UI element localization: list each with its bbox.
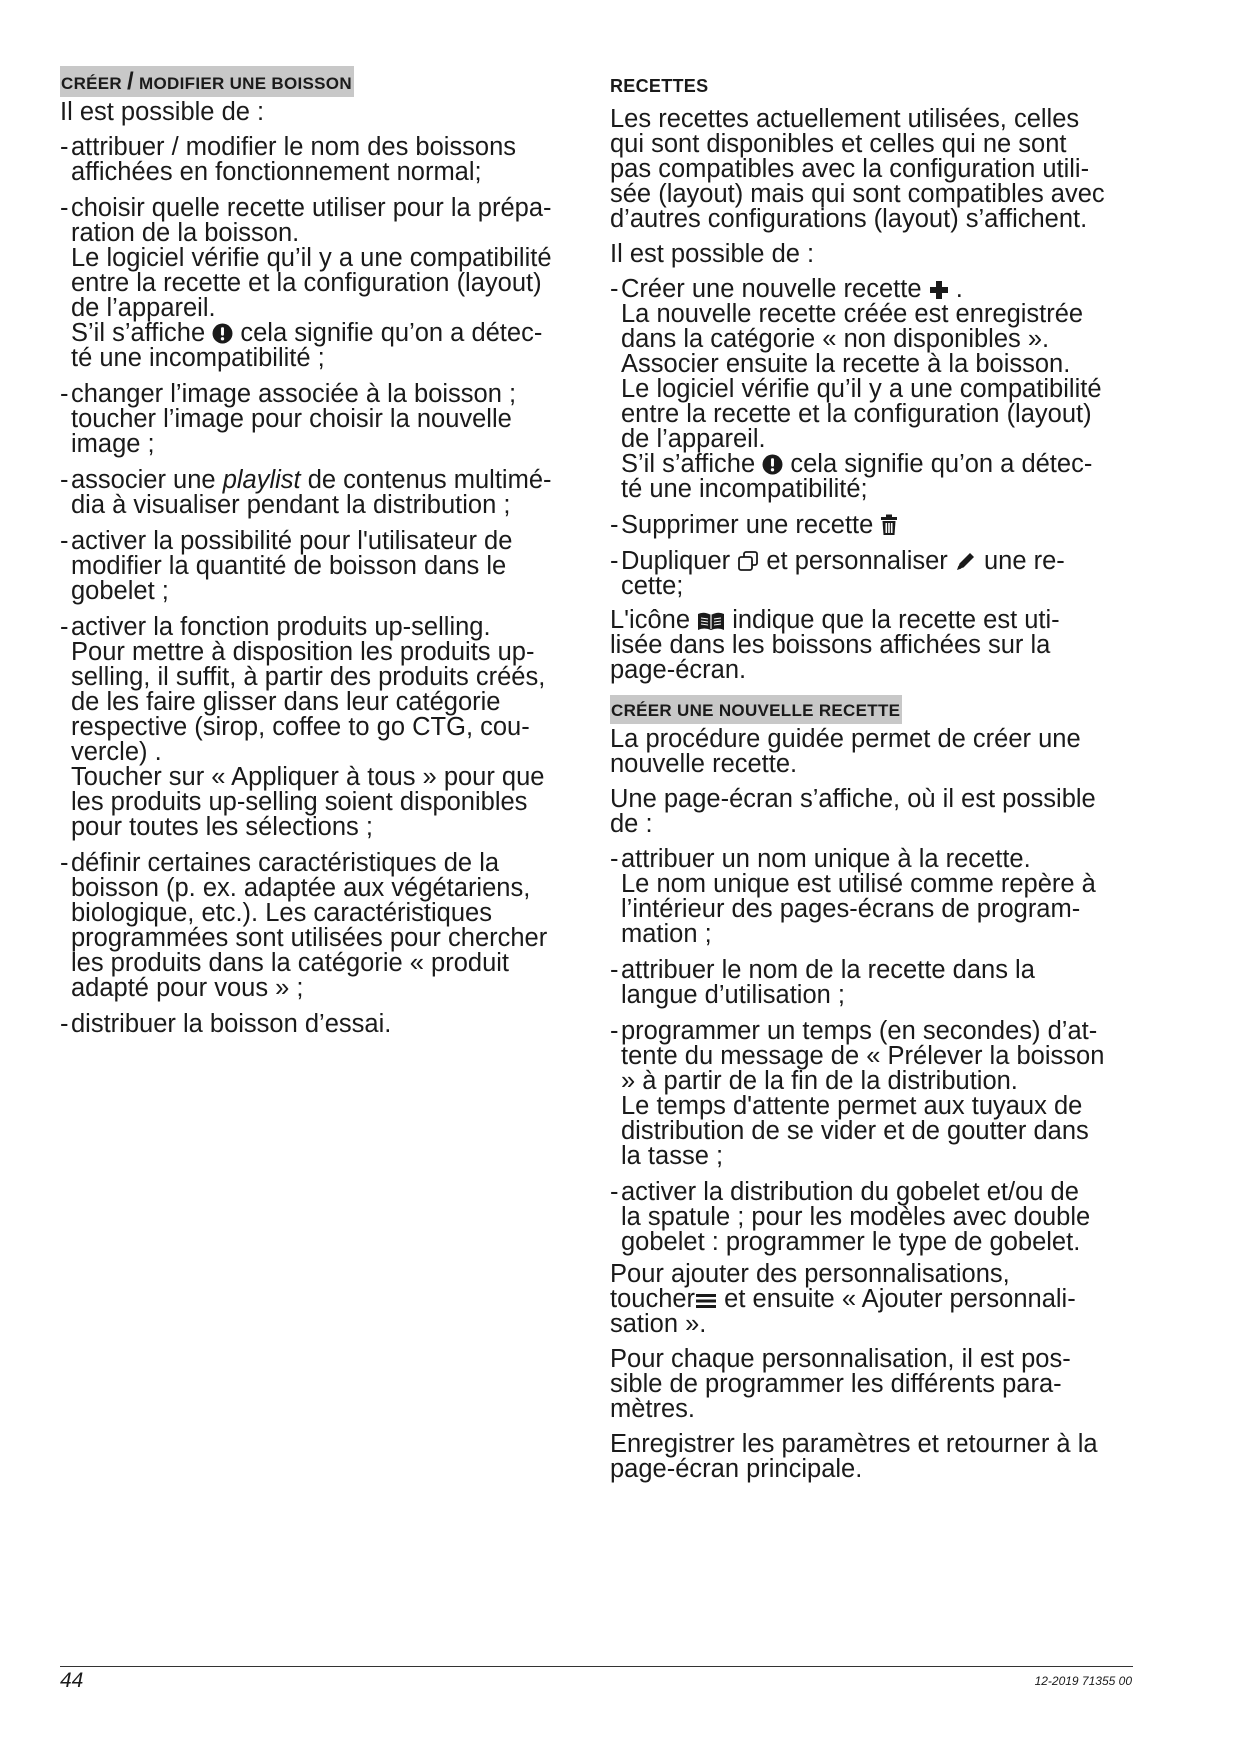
text-line: nouvelle recette. bbox=[610, 750, 798, 778]
text-line: té une incompatibilité; bbox=[621, 475, 868, 503]
text-line: tente du message de « Prélever la boisson bbox=[621, 1042, 1105, 1070]
text-line: Le logiciel vérifie qu’il y a une compatibilité bbox=[621, 375, 1102, 403]
text-line: affichées en fonctionnement normal; bbox=[71, 158, 482, 186]
text-line: l’intérieur des pages-écrans de program- bbox=[621, 895, 1081, 923]
text-line: choisir quelle recette utiliser pour la prépa- bbox=[71, 194, 552, 222]
text-line: selling, il suffit, à partir des produits créés, bbox=[71, 663, 546, 691]
text-line: lisée dans les boissons affichées sur la bbox=[610, 631, 1051, 659]
list-item: - distribuer la boisson d’essai. bbox=[60, 1012, 580, 1037]
text-span: toucher bbox=[610, 1285, 696, 1313]
pencil-icon bbox=[955, 550, 977, 572]
exclamation-circle-icon bbox=[212, 323, 233, 344]
text-line: activer la fonction produits up-selling. bbox=[71, 613, 491, 641]
text-line: activer la distribution du gobelet et/ou de bbox=[621, 1178, 1079, 1206]
duplicate-icon bbox=[737, 550, 759, 572]
recipes-paragraph bbox=[610, 107, 1140, 232]
heading-part: MODIFIER UNE BOISSON bbox=[139, 74, 352, 93]
text-line: activer la possibilité pour l'utilisateur de bbox=[71, 527, 513, 555]
text-line: qui sont disponibles et celles qui ne sont bbox=[610, 130, 1067, 158]
text-line: Une page-écran s’affiche, où il est possible bbox=[610, 785, 1096, 813]
new-recipe-steps-list bbox=[610, 847, 1140, 1255]
list-item: - activer la distribution du gobelet et/ou de la spatule ; pour les modèles avec double gobelet : programmer le type de gobelet. bbox=[610, 1180, 1140, 1255]
text-span: L'icône bbox=[610, 606, 691, 634]
parameters-paragraph bbox=[610, 1347, 1140, 1422]
text-line: pour toutes les sélections ; bbox=[71, 813, 373, 841]
save-paragraph bbox=[610, 1432, 1140, 1482]
text-line: boisson (p. ex. adaptée aux végétariens, bbox=[71, 874, 531, 902]
right-column bbox=[610, 66, 1140, 1492]
text-line bbox=[71, 321, 580, 346]
text-line: cette; bbox=[621, 572, 684, 600]
text-line: dia à visualiser pendant la distribution ; bbox=[71, 491, 511, 519]
left-column bbox=[60, 66, 580, 1048]
text-line: de : bbox=[610, 810, 653, 838]
customization-paragraph bbox=[610, 1262, 1140, 1337]
text-line: Associer ensuite la recette à la boisson. bbox=[621, 350, 1071, 378]
heading-part: CRÉER bbox=[61, 74, 123, 93]
text-line: dans la catégorie « non disponibles ». bbox=[621, 325, 1050, 353]
text-line: Toucher sur « Appliquer à tous » pour que bbox=[71, 763, 545, 791]
text-line: » à partir de la fin de la distribution. bbox=[621, 1067, 1018, 1095]
list-item: - Créer une nouvelle recette . La nouvelle recette créée est enregistrée dans la catégorie « non disponibles ». Associer ensuite la recette à la boisson. Le logiciel vérifie qu’il y a une compatibilité entre la recette et la configuration (layout) de l’appareil. S’il s’affiche cela signifie qu’on a détec- té une incompatibilité; bbox=[610, 277, 1140, 502]
text-line: de l’appareil. bbox=[71, 294, 216, 322]
text-span: . bbox=[955, 275, 963, 303]
text-line: attribuer un nom unique à la recette. bbox=[621, 845, 1031, 873]
text-line bbox=[610, 1287, 1140, 1312]
intro-text: Il est possible de : bbox=[60, 98, 265, 126]
text-line: langue d’utilisation ; bbox=[621, 981, 845, 1009]
text-span: Supprimer une recette bbox=[621, 511, 874, 539]
text-line: changer l’image associée à la boisson ; bbox=[71, 380, 517, 408]
text-line: image ; bbox=[71, 430, 155, 458]
section-heading-new-recipe: CRÉER UNE NOUVELLE RECETTE bbox=[610, 695, 902, 724]
list-item: - attribuer / modifier le nom des boissons affichées en fonctionnement normal; bbox=[60, 135, 580, 185]
text-line: page-écran. bbox=[610, 656, 747, 684]
text-span: de contenus multimé- bbox=[307, 466, 552, 494]
page-number: 44 bbox=[60, 1669, 84, 1692]
text-line: Le nom unique est utilisé comme repère à bbox=[621, 870, 1096, 898]
text-line bbox=[621, 452, 1140, 477]
text-line: la spatule ; pour les modèles avec double bbox=[621, 1203, 1091, 1231]
text-line: attribuer / modifier le nom des boissons bbox=[71, 133, 517, 161]
text-line: gobelet ; bbox=[71, 577, 169, 605]
text-line bbox=[621, 549, 1140, 574]
text-emphasis: playlist bbox=[222, 466, 301, 494]
section-heading-recipes: RECETTES bbox=[610, 76, 709, 96]
text-line: respective (sirop, coffee to go CTG, cou- bbox=[71, 713, 530, 741]
text-line bbox=[610, 608, 1140, 633]
text-line: sation ». bbox=[610, 1310, 707, 1338]
text-line: définir certaines caractéristiques de la bbox=[71, 849, 500, 877]
text-span: cela signifie qu’on a détec- bbox=[240, 319, 543, 347]
text-line: Pour mettre à disposition les produits up- bbox=[71, 638, 535, 666]
text-line: sible de programmer les différents para- bbox=[610, 1370, 1062, 1398]
text-line: de l’appareil. bbox=[621, 425, 766, 453]
text-span: une re- bbox=[983, 547, 1065, 575]
list-item: - Dupliquer et personnaliser une re- cette; bbox=[610, 549, 1140, 599]
list-item: - choisir quelle recette utiliser pour la prépa- ration de la boisson. Le logiciel vérifie qu’il y a une compatibilité entre la recette et la configuration (layout) de l’appareil. S’il s’affiche cela signifie qu’on a détec- té une incompatibilité ; bbox=[60, 196, 580, 371]
book-icon bbox=[697, 611, 725, 631]
text-line: distribuer la boisson d’essai. bbox=[71, 1010, 392, 1038]
text-line: vercle) . bbox=[71, 738, 162, 766]
book-icon-paragraph bbox=[610, 608, 1140, 683]
text-span: S’il s’affiche bbox=[621, 450, 756, 478]
list-item: - programmer un temps (en secondes) d’at- tente du message de « Prélever la boisson » à partir de la fin de la distribution. Le temps d'attente permet aux tuyaux de distribution de se vider et de goutter dans la tasse ; bbox=[610, 1019, 1140, 1169]
text-line: d’autres configurations (layout) s’affichent. bbox=[610, 205, 1088, 233]
text-line: les produits up-selling soient disponibles bbox=[71, 788, 528, 816]
text-line: de les faire glisser dans leur catégorie bbox=[71, 688, 501, 716]
text-line: toucher l’image pour choisir la nouvelle bbox=[71, 405, 512, 433]
options-list bbox=[60, 135, 580, 1037]
list-item: - changer l’image associée à la boisson ; toucher l’image pour choisir la nouvelle image ; bbox=[60, 382, 580, 457]
text-line: programmer un temps (en secondes) d’at- bbox=[621, 1017, 1098, 1045]
text-span: cela signifie qu’on a détec- bbox=[790, 450, 1093, 478]
text-line: attribuer le nom de la recette dans la bbox=[621, 956, 1035, 984]
text-line: page-écran principale. bbox=[610, 1455, 863, 1483]
text-line: Enregistrer les paramètres et retourner à la bbox=[610, 1430, 1098, 1458]
text-line: mètres. bbox=[610, 1395, 696, 1423]
footer-divider bbox=[60, 1666, 1133, 1667]
text-line: sée (layout) mais qui sont compatibles avec bbox=[610, 180, 1105, 208]
list-item: - activer la possibilité pour l'utilisateur de modifier la quantité de boisson dans le gobelet ; bbox=[60, 529, 580, 604]
text-line bbox=[71, 468, 580, 493]
text-line: programmées sont utilisées pour chercher bbox=[71, 924, 548, 952]
text-line: Le logiciel vérifie qu’il y a une compatibilité bbox=[71, 244, 552, 272]
trash-icon bbox=[880, 514, 898, 536]
text-span: S’il s’affiche bbox=[71, 319, 206, 347]
document-code: 12-2019 71355 00 bbox=[1034, 1674, 1132, 1688]
text-line: entre la recette et la configuration (layout) bbox=[621, 400, 1092, 428]
text-span: Créer une nouvelle recette bbox=[621, 275, 922, 303]
list-item: - attribuer le nom de la recette dans la langue d’utilisation ; bbox=[610, 958, 1140, 1008]
plus-icon bbox=[929, 280, 949, 300]
recipe-actions-list bbox=[610, 277, 1140, 599]
text-line: entre la recette et la configuration (layout) bbox=[71, 269, 542, 297]
text-line: distribution de se vider et de goutter dans bbox=[621, 1117, 1089, 1145]
text-span: indique que la recette est uti- bbox=[732, 606, 1060, 634]
list-item: - attribuer un nom unique à la recette. Le nom unique est utilisé comme repère à l’intérieur des pages-écrans de program- mation ; bbox=[610, 847, 1140, 947]
text-line: Pour ajouter des personnalisations, bbox=[610, 1260, 1010, 1288]
text-line: Pour chaque personnalisation, il est pos- bbox=[610, 1345, 1071, 1373]
menu-icon bbox=[695, 1292, 717, 1310]
text-line: biologique, etc.). Les caractéristiques bbox=[71, 899, 492, 927]
text-line: les produits dans la catégorie « produit bbox=[71, 949, 510, 977]
list-item: - activer la fonction produits up-selling. Pour mettre à disposition les produits up- selling, il suffit, à partir des produits créés, de les faire glisser dans leur catégorie respective (sirop, coffee to go CTG, cou- vercle) . Toucher sur « Appliquer à tous » pour que les produits up-selling soient disponibles pour toutes les sélections ; bbox=[60, 615, 580, 840]
exclamation-circle-icon bbox=[762, 454, 783, 475]
text-line: La nouvelle recette créée est enregistrée bbox=[621, 300, 1084, 328]
intro-text: Il est possible de : bbox=[610, 240, 815, 268]
procedure-paragraph bbox=[610, 727, 1140, 777]
text-span: et personnaliser bbox=[766, 547, 948, 575]
text-line: Les recettes actuellement utilisées, celles bbox=[610, 105, 1080, 133]
heading-slash: / bbox=[127, 68, 135, 95]
text-line: mation ; bbox=[621, 920, 712, 948]
text-span: et ensuite « Ajouter personnali- bbox=[724, 1285, 1076, 1313]
list-item: - associer une playlist de contenus multimé- dia à visualiser pendant la distribution ; bbox=[60, 468, 580, 518]
text-line: la tasse ; bbox=[621, 1142, 724, 1170]
text-line: La procédure guidée permet de créer une bbox=[610, 725, 1081, 753]
list-item: - Supprimer une recette bbox=[610, 513, 1140, 538]
list-item: - définir certaines caractéristiques de la boisson (p. ex. adaptée aux végétariens, biologique, etc.). Les caractéristiques programmées sont utilisées pour chercher les produits dans la catégorie « produit adapté pour vous » ; bbox=[60, 851, 580, 1001]
screen-paragraph bbox=[610, 787, 1140, 837]
text-line: pas compatibles avec la configuration utili- bbox=[610, 155, 1090, 183]
text-line: té une incompatibilité ; bbox=[71, 344, 325, 372]
text-line: Le temps d'attente permet aux tuyaux de bbox=[621, 1092, 1083, 1120]
text-span: Dupliquer bbox=[621, 547, 731, 575]
text-span: associer une bbox=[71, 466, 216, 494]
text-line bbox=[621, 277, 1140, 302]
text-line: ration de la boisson. bbox=[71, 219, 300, 247]
section-heading-create-modify bbox=[60, 66, 354, 97]
text-line bbox=[621, 513, 1140, 538]
text-line: gobelet : programmer le type de gobelet. bbox=[621, 1228, 1081, 1256]
text-line: adapté pour vous » ; bbox=[71, 974, 304, 1002]
text-line: modifier la quantité de boisson dans le bbox=[71, 552, 507, 580]
